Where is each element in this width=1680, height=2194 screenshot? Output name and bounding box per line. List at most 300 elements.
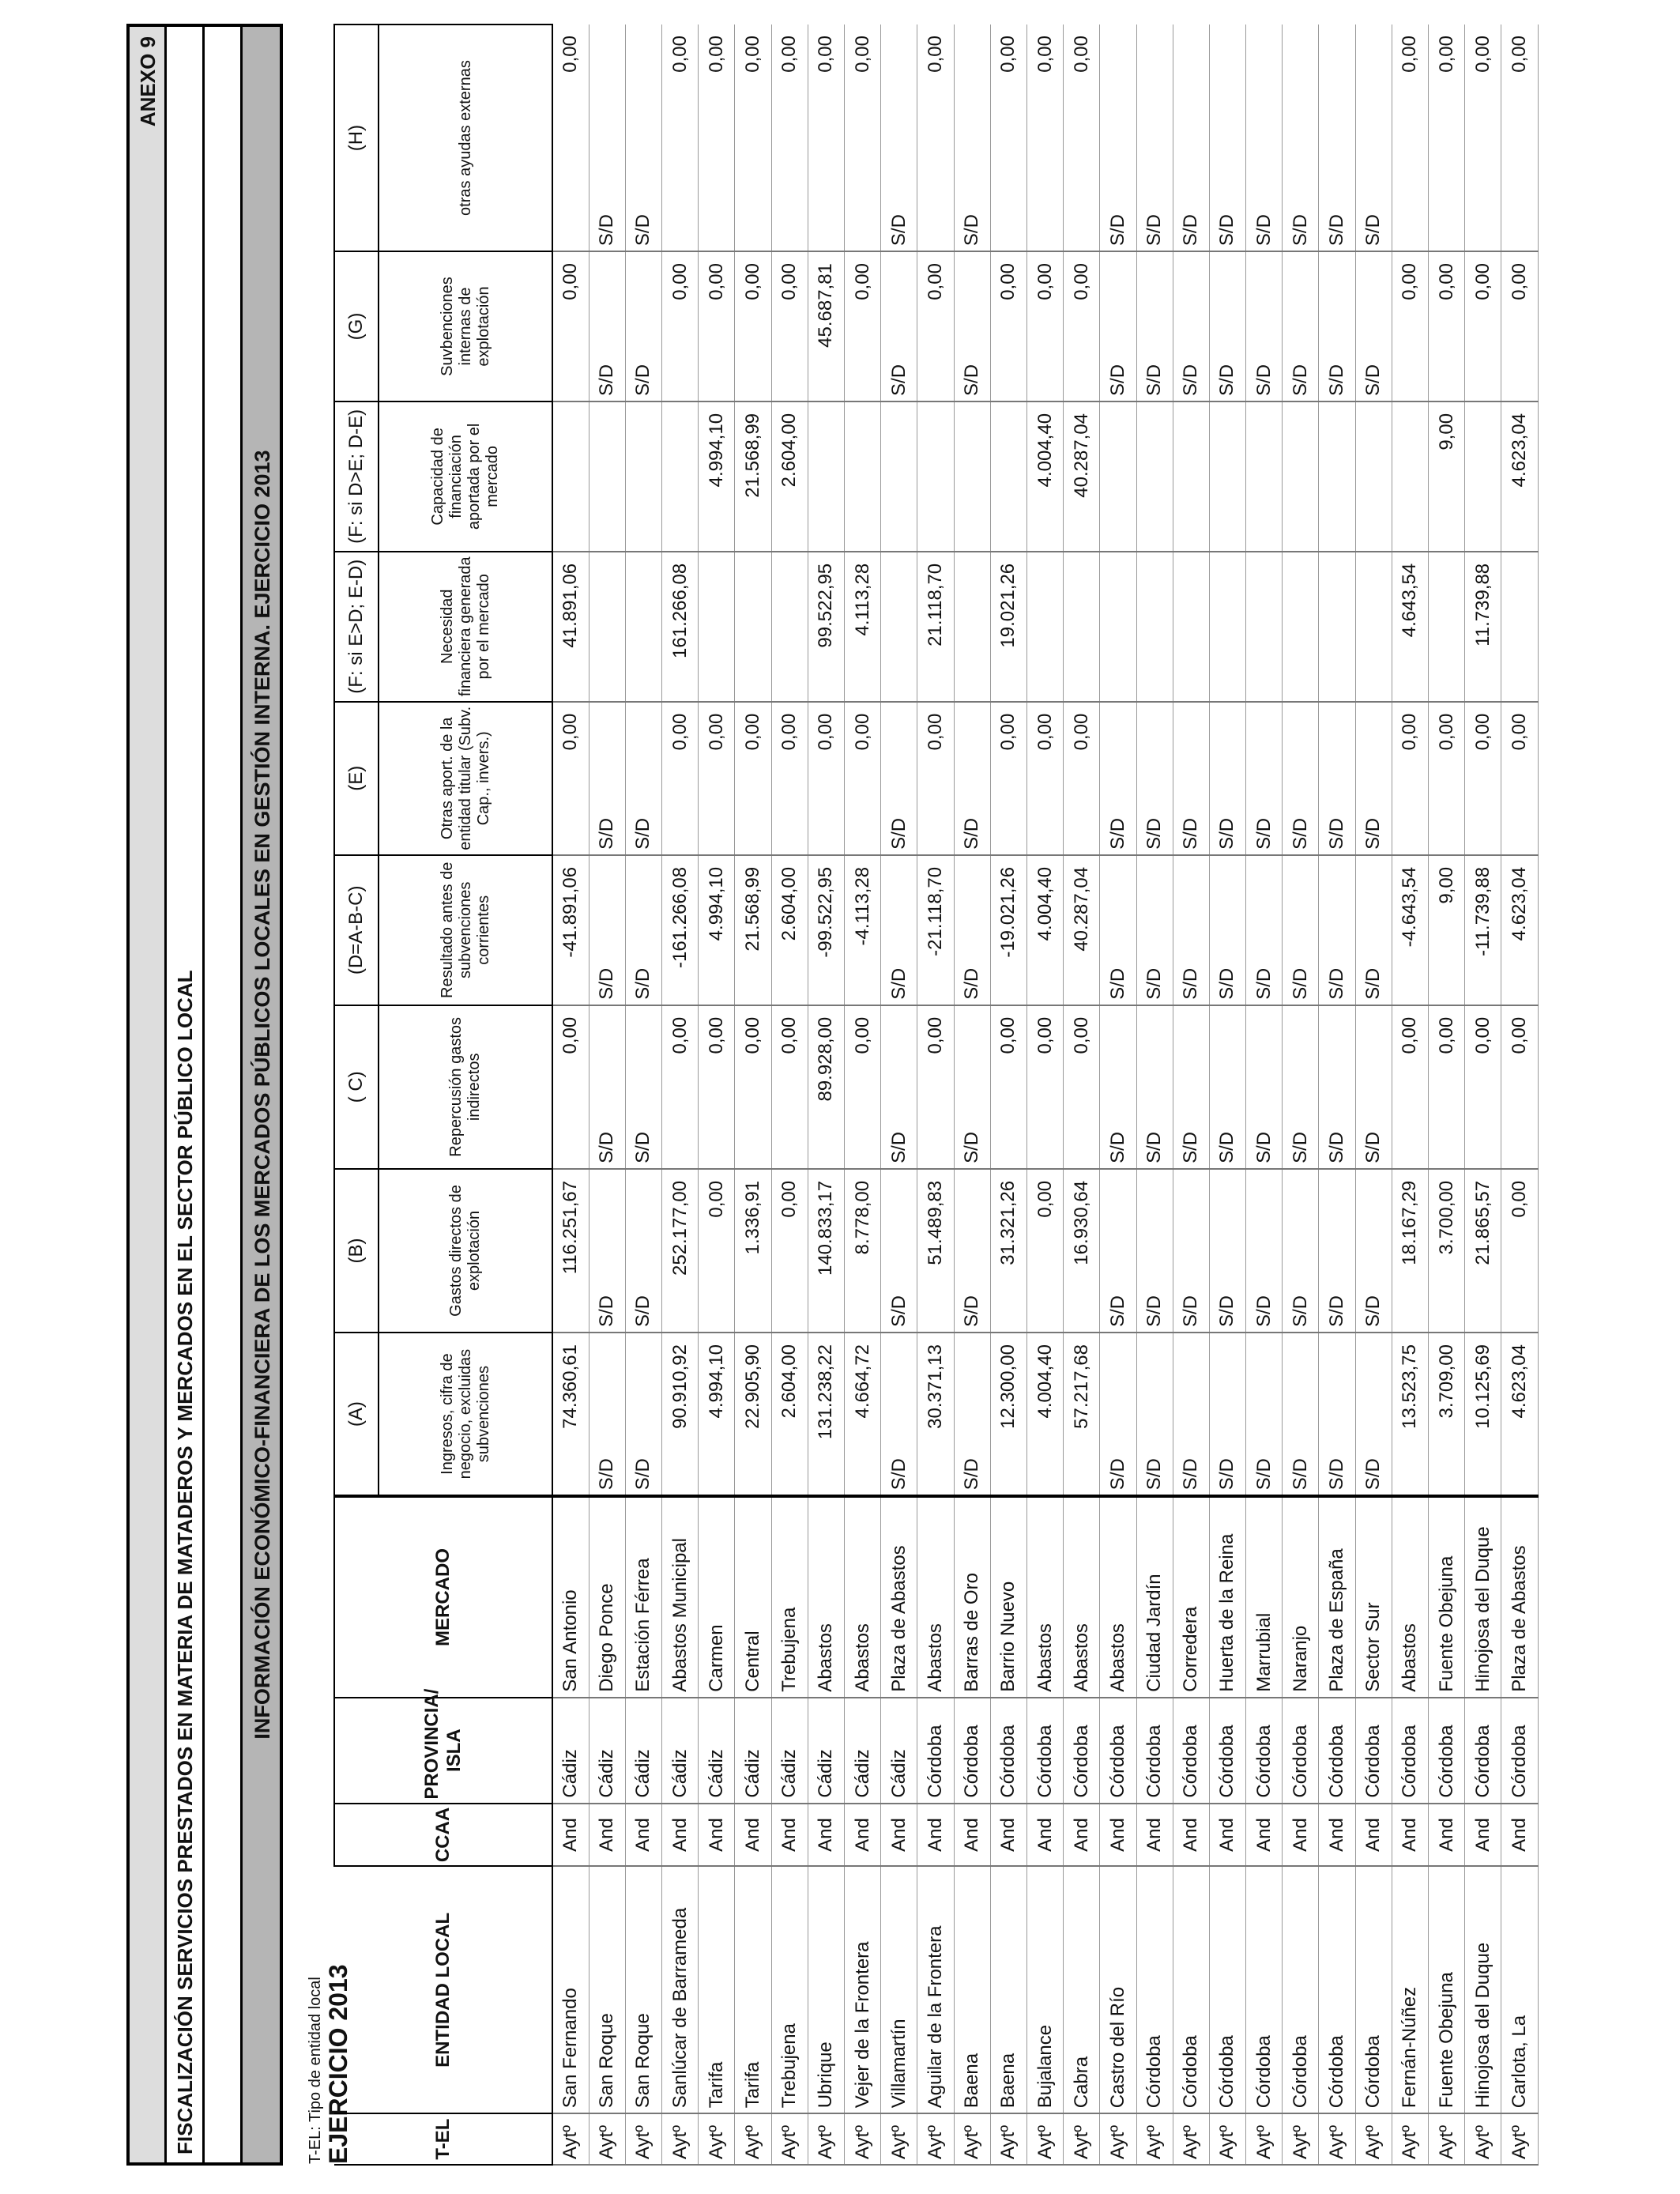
cell-f2 xyxy=(990,401,1026,552)
cell-b: S/D xyxy=(881,1169,917,1333)
col-header-a-desc: Ingresos, cifra de negocio, excluidas subvenciones xyxy=(379,1333,552,1496)
cell-f2 xyxy=(808,401,844,552)
cell-f1 xyxy=(1136,552,1173,702)
cell-c: 0,00 xyxy=(771,1005,808,1169)
cell-b: 21.865,57 xyxy=(1465,1169,1501,1333)
cell-f2: 4.994,10 xyxy=(699,401,735,552)
cell-h: S/D xyxy=(1100,25,1136,251)
cell-ccaa: And xyxy=(917,1804,954,1867)
cell-g: S/D xyxy=(1283,251,1319,401)
cell-ccaa: And xyxy=(1283,1804,1319,1867)
cell-a: 22.905,90 xyxy=(735,1333,771,1496)
cell-b: S/D xyxy=(1319,1169,1355,1333)
cell-provincia: Córdoba xyxy=(1173,1698,1209,1804)
cell-a: 57.217,68 xyxy=(1064,1333,1100,1496)
cell-h: S/D xyxy=(954,25,990,251)
cell-provincia: Cádiz xyxy=(845,1698,881,1804)
cell-ccaa: And xyxy=(1319,1804,1355,1867)
cell-b: 3.700,00 xyxy=(1429,1169,1465,1333)
cell-mercado: Plaza de Abastos xyxy=(1501,1496,1538,1698)
cell-d: 40.287,04 xyxy=(1064,855,1100,1005)
cell-b: 16.930,64 xyxy=(1064,1169,1100,1333)
cell-mercado: Huerta de la Reina xyxy=(1209,1496,1245,1698)
cell-h: 0,00 xyxy=(1429,25,1465,251)
cell-provincia: Córdoba xyxy=(1136,1698,1173,1804)
section-title-bar xyxy=(240,24,283,2166)
cell-a: 4.994,10 xyxy=(699,1333,735,1496)
table-row xyxy=(990,25,1026,2165)
markets-table xyxy=(333,24,1539,2166)
cell-a: 30.371,13 xyxy=(917,1333,954,1496)
cell-e: 0,00 xyxy=(1429,702,1465,855)
cell-g: 0,00 xyxy=(699,251,735,401)
col-header-b-letter: (B) xyxy=(334,1169,379,1333)
cell-f1: 19.021,26 xyxy=(990,552,1026,702)
cell-f2 xyxy=(1283,401,1319,552)
cell-f2 xyxy=(662,401,699,552)
cell-d: 2.604,00 xyxy=(771,855,808,1005)
cell-tel: Aytº xyxy=(1465,2113,1501,2165)
cell-f1: 21.118,70 xyxy=(917,552,954,702)
cell-f1 xyxy=(1319,552,1355,702)
cell-mercado: Hinojosa del Duque xyxy=(1465,1496,1501,1698)
cell-b: S/D xyxy=(1136,1169,1173,1333)
cell-entidad: Aguilar de la Frontera xyxy=(917,1866,954,2113)
table-row xyxy=(662,25,699,2165)
cell-c: 0,00 xyxy=(735,1005,771,1169)
cell-h: S/D xyxy=(1209,25,1245,251)
cell-a: 12.300,00 xyxy=(990,1333,1026,1496)
cell-b: S/D xyxy=(589,1169,625,1333)
cell-a: S/D xyxy=(625,1333,661,1496)
cell-e: S/D xyxy=(954,702,990,855)
cell-f1 xyxy=(735,552,771,702)
cell-b: S/D xyxy=(1173,1169,1209,1333)
cell-mercado: Abastos xyxy=(1100,1496,1136,1698)
cell-e: 0,00 xyxy=(845,702,881,855)
cell-ccaa: And xyxy=(1209,1804,1245,1867)
cell-c: S/D xyxy=(1283,1005,1319,1169)
cell-f2: 2.604,00 xyxy=(771,401,808,552)
cell-mercado: Abastos Municipal xyxy=(662,1496,699,1698)
cell-c: 0,00 xyxy=(699,1005,735,1169)
table-row xyxy=(625,25,661,2165)
cell-d: S/D xyxy=(1319,855,1355,1005)
cell-e: 0,00 xyxy=(917,702,954,855)
cell-a: 4.664,72 xyxy=(845,1333,881,1496)
cell-a: S/D xyxy=(1283,1333,1319,1496)
cell-c: S/D xyxy=(1173,1005,1209,1169)
cell-d: 4.004,40 xyxy=(1026,855,1063,1005)
cell-a: S/D xyxy=(1100,1333,1136,1496)
cell-h: S/D xyxy=(1136,25,1173,251)
cell-c: 0,00 xyxy=(917,1005,954,1169)
cell-a: 90.910,92 xyxy=(662,1333,699,1496)
cell-e: S/D xyxy=(1173,702,1209,855)
cell-entidad: San Roque xyxy=(589,1866,625,2113)
cell-d: -4.643,54 xyxy=(1392,855,1428,1005)
cell-f2 xyxy=(1246,401,1283,552)
cell-e: S/D xyxy=(1283,702,1319,855)
cell-e: 0,00 xyxy=(662,702,699,855)
cell-ccaa: And xyxy=(808,1804,844,1867)
cell-ccaa: And xyxy=(1392,1804,1428,1867)
cell-g: 0,00 xyxy=(662,251,699,401)
cell-f2 xyxy=(1136,401,1173,552)
cell-b: 31.321,26 xyxy=(990,1169,1026,1333)
cell-h: 0,00 xyxy=(771,25,808,251)
cell-d: S/D xyxy=(1173,855,1209,1005)
cell-h: S/D xyxy=(589,25,625,251)
cell-ccaa: And xyxy=(1026,1804,1063,1867)
cell-g: 0,00 xyxy=(552,251,589,401)
cell-provincia: Córdoba xyxy=(954,1698,990,1804)
cell-f2 xyxy=(1319,401,1355,552)
cell-ccaa: And xyxy=(1465,1804,1501,1867)
cell-d: 4.994,10 xyxy=(699,855,735,1005)
cell-provincia: Cádiz xyxy=(771,1698,808,1804)
cell-tel: Aytº xyxy=(917,2113,954,2165)
cell-mercado: Corredera xyxy=(1173,1496,1209,1698)
cell-entidad: San Fernando xyxy=(552,1866,589,2113)
cell-b: 140.833,17 xyxy=(808,1169,844,1333)
cell-mercado: Barrio Nuevo xyxy=(990,1496,1026,1698)
col-header-d-desc: Resultado antes de subvenciones corrientes xyxy=(379,855,552,1005)
cell-e: 0,00 xyxy=(1392,702,1428,855)
cell-g: S/D xyxy=(589,251,625,401)
cell-a: 2.604,00 xyxy=(771,1333,808,1496)
cell-h: S/D xyxy=(1319,25,1355,251)
cell-h: 0,00 xyxy=(990,25,1026,251)
cell-g: 0,00 xyxy=(771,251,808,401)
table-row xyxy=(954,25,990,2165)
table-row xyxy=(1246,25,1283,2165)
cell-f2 xyxy=(1465,401,1501,552)
cell-e: 0,00 xyxy=(1026,702,1063,855)
cell-h: S/D xyxy=(881,25,917,251)
markets-table-body xyxy=(552,25,1538,2165)
cell-entidad: Castro del Río xyxy=(1100,1866,1136,2113)
cell-entidad: Ubrique xyxy=(808,1866,844,2113)
cell-e: 0,00 xyxy=(808,702,844,855)
cell-tel: Aytº xyxy=(954,2113,990,2165)
cell-mercado: Abastos xyxy=(845,1496,881,1698)
cell-entidad: Baena xyxy=(990,1866,1026,2113)
cell-c: S/D xyxy=(954,1005,990,1169)
cell-g: S/D xyxy=(954,251,990,401)
table-row xyxy=(699,25,735,2165)
table-row xyxy=(1429,25,1465,2165)
col-header-tel: T-EL xyxy=(334,2113,552,2165)
cell-e: 0,00 xyxy=(552,702,589,855)
cell-d: -99.522,95 xyxy=(808,855,844,1005)
cell-e: S/D xyxy=(589,702,625,855)
cell-f1: 99.522,95 xyxy=(808,552,844,702)
cell-g: 0,00 xyxy=(1064,251,1100,401)
cell-g: S/D xyxy=(1246,251,1283,401)
cell-f2 xyxy=(589,401,625,552)
cell-f2: 4.623,04 xyxy=(1501,401,1538,552)
cell-h: 0,00 xyxy=(1501,25,1538,251)
cell-tel: Aytº xyxy=(1173,2113,1209,2165)
cell-f2: 9,00 xyxy=(1429,401,1465,552)
col-header-f1-letter: (F: si E>D; E-D) xyxy=(334,552,379,702)
cell-f2 xyxy=(1100,401,1136,552)
cell-d: -4.113,28 xyxy=(845,855,881,1005)
table-row xyxy=(808,25,844,2165)
cell-d: S/D xyxy=(1100,855,1136,1005)
cell-c: 0,00 xyxy=(552,1005,589,1169)
cell-entidad: Cabra xyxy=(1064,1866,1100,2113)
cell-f2 xyxy=(552,401,589,552)
cell-provincia: Córdoba xyxy=(1026,1698,1063,1804)
cell-b: 1.336,91 xyxy=(735,1169,771,1333)
cell-e: S/D xyxy=(1246,702,1283,855)
cell-a: 10.125,69 xyxy=(1465,1333,1501,1496)
cell-f2 xyxy=(1355,401,1392,552)
cell-f2 xyxy=(625,401,661,552)
cell-tel: Aytº xyxy=(1246,2113,1283,2165)
cell-provincia: Córdoba xyxy=(1064,1698,1100,1804)
cell-h: S/D xyxy=(1355,25,1392,251)
cell-a: S/D xyxy=(881,1333,917,1496)
cell-provincia: Cádiz xyxy=(625,1698,661,1804)
table-row xyxy=(1100,25,1136,2165)
year-label: EJERCICIO 2013 xyxy=(324,1964,352,2164)
cell-entidad: Sanlúcar de Barrameda xyxy=(662,1866,699,2113)
cell-h: 0,00 xyxy=(735,25,771,251)
cell-c: S/D xyxy=(1136,1005,1173,1169)
cell-h: 0,00 xyxy=(1026,25,1063,251)
cell-e: 0,00 xyxy=(771,702,808,855)
cell-mercado: Abastos xyxy=(1392,1496,1428,1698)
cell-b: 252.177,00 xyxy=(662,1169,699,1333)
cell-provincia: Córdoba xyxy=(1209,1698,1245,1804)
table-row xyxy=(1136,25,1173,2165)
cell-a: S/D xyxy=(1173,1333,1209,1496)
cell-g: S/D xyxy=(1355,251,1392,401)
cell-a: S/D xyxy=(1319,1333,1355,1496)
cell-b: S/D xyxy=(1209,1169,1245,1333)
rotated-content xyxy=(126,24,1549,2166)
cell-tel: Aytº xyxy=(1283,2113,1319,2165)
cell-ccaa: And xyxy=(1501,1804,1538,1867)
cell-ccaa: And xyxy=(954,1804,990,1867)
cell-ccaa: And xyxy=(1355,1804,1392,1867)
cell-entidad: Tarifa xyxy=(699,1866,735,2113)
cell-a: 74.360,61 xyxy=(552,1333,589,1496)
cell-mercado: Ciudad Jardín xyxy=(1136,1496,1173,1698)
cell-g: S/D xyxy=(1136,251,1173,401)
cell-a: 4.623,04 xyxy=(1501,1333,1538,1496)
cell-a: 131.238,22 xyxy=(808,1333,844,1496)
cell-entidad: Fernán-Núñez xyxy=(1392,1866,1428,2113)
cell-ccaa: And xyxy=(1100,1804,1136,1867)
cell-provincia: Córdoba xyxy=(1100,1698,1136,1804)
cell-tel: Aytº xyxy=(1100,2113,1136,2165)
cell-d: S/D xyxy=(1246,855,1283,1005)
cell-f1 xyxy=(1064,552,1100,702)
cell-f1 xyxy=(1100,552,1136,702)
cell-f1 xyxy=(1026,552,1063,702)
cell-e: 0,00 xyxy=(1501,702,1538,855)
cell-b: 8.778,00 xyxy=(845,1169,881,1333)
table-row xyxy=(917,25,954,2165)
cell-mercado: Marrubial xyxy=(1246,1496,1283,1698)
blank-bar xyxy=(202,24,240,2166)
cell-h: 0,00 xyxy=(699,25,735,251)
cell-f1 xyxy=(954,552,990,702)
cell-d: S/D xyxy=(881,855,917,1005)
col-header-f2-letter: (F: si D>E; D-E) xyxy=(334,401,379,552)
cell-e: 0,00 xyxy=(735,702,771,855)
col-header-e-desc: Otras aport. de la entidad titular (Subv. Cap., invers.) xyxy=(379,702,552,855)
col-header-b-desc: Gastos directos de explotación xyxy=(379,1169,552,1333)
cell-f1 xyxy=(1209,552,1245,702)
cell-tel: Aytº xyxy=(1209,2113,1245,2165)
cell-tel: Aytº xyxy=(699,2113,735,2165)
cell-b: S/D xyxy=(1100,1169,1136,1333)
cell-mercado: Plaza de Abastos xyxy=(881,1496,917,1698)
col-header-h-desc: otras ayudas externas xyxy=(379,25,552,251)
cell-f1 xyxy=(625,552,661,702)
cell-a: 4.004,40 xyxy=(1026,1333,1063,1496)
cell-b: S/D xyxy=(1246,1169,1283,1333)
cell-tel: Aytº xyxy=(1429,2113,1465,2165)
cell-d: S/D xyxy=(1283,855,1319,1005)
cell-f2 xyxy=(881,401,917,552)
cell-f1 xyxy=(1501,552,1538,702)
cell-entidad: Bujalance xyxy=(1026,1866,1063,2113)
cell-e: 0,00 xyxy=(1465,702,1501,855)
cell-mercado: Abastos xyxy=(808,1496,844,1698)
cell-h: S/D xyxy=(1173,25,1209,251)
table-row xyxy=(1355,25,1392,2165)
cell-entidad: Córdoba xyxy=(1246,1866,1283,2113)
cell-g: S/D xyxy=(881,251,917,401)
cell-tel: Aytº xyxy=(1026,2113,1063,2165)
cell-tel: Aytº xyxy=(1064,2113,1100,2165)
cell-f2 xyxy=(1392,401,1428,552)
cell-d: S/D xyxy=(589,855,625,1005)
cell-entidad: Córdoba xyxy=(1209,1866,1245,2113)
cell-a: S/D xyxy=(1246,1333,1283,1496)
cell-provincia: Córdoba xyxy=(1501,1698,1538,1804)
col-header-d-letter: (D=A-B-C) xyxy=(334,855,379,1005)
cell-f2: 21.568,99 xyxy=(735,401,771,552)
col-header-entidad: ENTIDAD LOCAL xyxy=(334,1866,552,2113)
cell-c: 0,00 xyxy=(845,1005,881,1169)
cell-b: 18.167,29 xyxy=(1392,1169,1428,1333)
cell-d: S/D xyxy=(954,855,990,1005)
cell-mercado: Abastos xyxy=(1026,1496,1063,1698)
cell-mercado: Trebujena xyxy=(771,1496,808,1698)
col-header-provincia: PROVINCIA/ ISLA xyxy=(334,1698,552,1804)
table-row xyxy=(845,25,881,2165)
cell-e: 0,00 xyxy=(1064,702,1100,855)
cell-provincia: Cádiz xyxy=(662,1698,699,1804)
cell-h: S/D xyxy=(1246,25,1283,251)
cell-g: S/D xyxy=(1173,251,1209,401)
cell-provincia: Córdoba xyxy=(1465,1698,1501,1804)
cell-entidad: Córdoba xyxy=(1355,1866,1392,2113)
cell-entidad: San Roque xyxy=(625,1866,661,2113)
cell-mercado: Diego Ponce xyxy=(589,1496,625,1698)
cell-b: 0,00 xyxy=(699,1169,735,1333)
cell-ccaa: And xyxy=(589,1804,625,1867)
cell-f1 xyxy=(1173,552,1209,702)
cell-d: -11.739,88 xyxy=(1465,855,1501,1005)
cell-b: 0,00 xyxy=(771,1169,808,1333)
cell-entidad: Córdoba xyxy=(1319,1866,1355,2113)
col-header-f1-desc: Necesidad financiera generada por el mercado xyxy=(379,552,552,702)
cell-tel: Aytº xyxy=(735,2113,771,2165)
cell-provincia: Córdoba xyxy=(1283,1698,1319,1804)
cell-entidad: Córdoba xyxy=(1173,1866,1209,2113)
cell-f1: 161.266,08 xyxy=(662,552,699,702)
table-row xyxy=(552,25,589,2165)
cell-f1 xyxy=(1429,552,1465,702)
cell-b: S/D xyxy=(954,1169,990,1333)
section-title: INFORMACIÓN ECONÓMICO-FINANCIERA DE LOS MERCADOS PÚBLICOS LOCALES EN GESTIÓN INTERNA. EJERCICIO 2013 xyxy=(250,450,274,1740)
cell-g: 0,00 xyxy=(1501,251,1538,401)
cell-tel: Aytº xyxy=(990,2113,1026,2165)
cell-d: -19.021,26 xyxy=(990,855,1026,1005)
cell-provincia: Cádiz xyxy=(735,1698,771,1804)
cell-ccaa: And xyxy=(699,1804,735,1867)
cell-f1: 4.643,54 xyxy=(1392,552,1428,702)
cell-mercado: Plaza de España xyxy=(1319,1496,1355,1698)
cell-tel: Aytº xyxy=(771,2113,808,2165)
cell-provincia: Córdoba xyxy=(1392,1698,1428,1804)
cell-f2: 4.004,40 xyxy=(1026,401,1063,552)
cell-c: 0,00 xyxy=(1026,1005,1063,1169)
cell-f2 xyxy=(1209,401,1245,552)
report-title-bar xyxy=(164,24,202,2166)
cell-g: 0,00 xyxy=(735,251,771,401)
cell-h: 0,00 xyxy=(1465,25,1501,251)
cell-e: 0,00 xyxy=(990,702,1026,855)
cell-e: S/D xyxy=(1319,702,1355,855)
cell-mercado: San Antonio xyxy=(552,1496,589,1698)
col-header-ccaa: CCAA xyxy=(334,1804,552,1867)
report-title: FISCALIZACIÓN SERVICIOS PRESTADOS EN MATERIA DE MATADEROS Y MERCADOS EN EL SECTOR PÚBLICO LOCAL xyxy=(173,970,197,2154)
cell-a: 13.523,75 xyxy=(1392,1333,1428,1496)
cell-f1 xyxy=(589,552,625,702)
cell-f1 xyxy=(1246,552,1283,702)
cell-mercado: Sector Sur xyxy=(1355,1496,1392,1698)
cell-ccaa: And xyxy=(771,1804,808,1867)
col-header-g-desc: Suvbenciones internas de explotación xyxy=(379,251,552,401)
cell-tel: Aytº xyxy=(625,2113,661,2165)
col-header-h-letter: (H) xyxy=(334,25,379,251)
cell-a: S/D xyxy=(1209,1333,1245,1496)
cell-h: 0,00 xyxy=(845,25,881,251)
cell-tel: Aytº xyxy=(1501,2113,1538,2165)
cell-tel: Aytº xyxy=(589,2113,625,2165)
cell-f1 xyxy=(881,552,917,702)
cell-h: 0,00 xyxy=(1064,25,1100,251)
cell-c: 0,00 xyxy=(990,1005,1026,1169)
cell-g: S/D xyxy=(1100,251,1136,401)
cell-a: S/D xyxy=(954,1333,990,1496)
cell-c: S/D xyxy=(625,1005,661,1169)
annex-label: ANEXO 9 xyxy=(136,36,160,127)
table-row xyxy=(1173,25,1209,2165)
cell-entidad: Carlota, La xyxy=(1501,1866,1538,2113)
cell-g: 0,00 xyxy=(1465,251,1501,401)
cell-mercado: Abastos xyxy=(917,1496,954,1698)
